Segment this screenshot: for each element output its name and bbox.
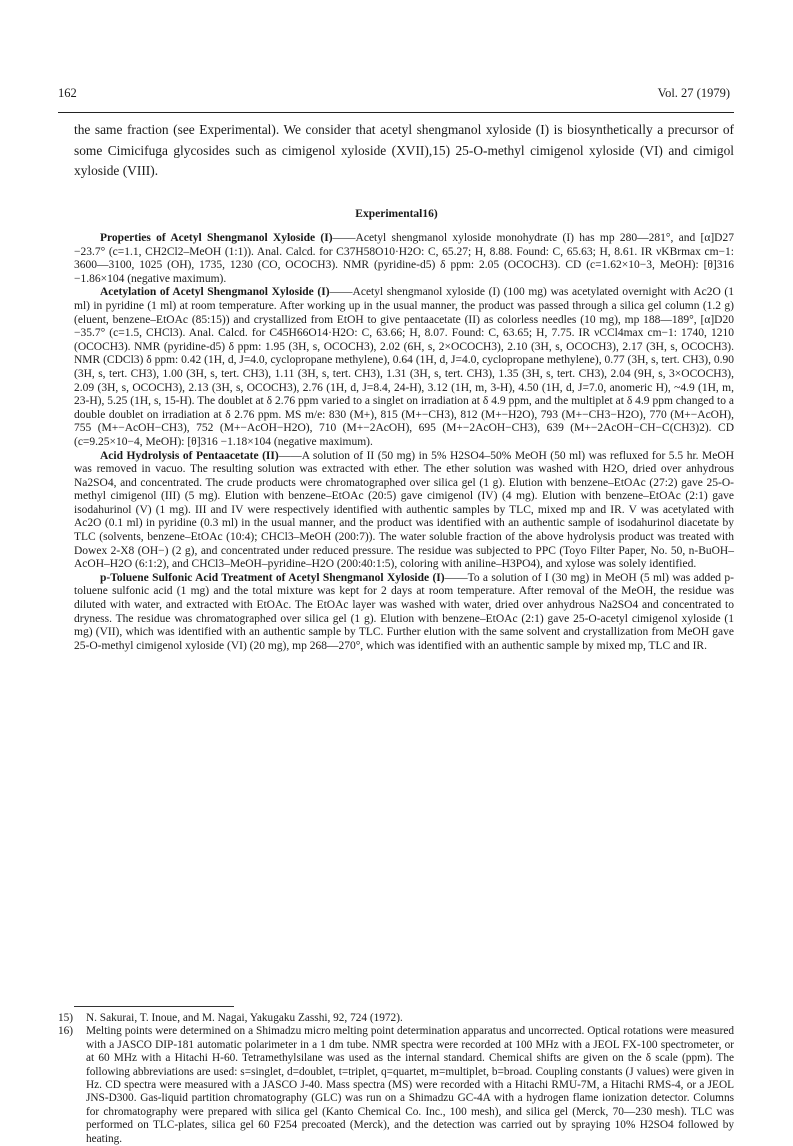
section-heading: Experimental16): [355, 208, 438, 220]
paragraph-title: Properties of Acetyl Shengmanol Xyloside (I): [100, 232, 333, 244]
paragraph-title: p-Toluene Sulfonic Acid Treatment of Acetyl Shengmanol Xyloside (I): [100, 571, 445, 584]
paragraph-hydrolysis: [74, 450, 734, 572]
paragraph-title: Acetylation of Acetyl Shengmanol Xyloside (I): [100, 286, 330, 299]
paragraph-properties: [74, 232, 734, 286]
paragraph-tosic-treatment: [74, 572, 734, 654]
page-header: [58, 86, 730, 102]
footnotes: [58, 1012, 734, 1146]
page-number: 162: [58, 86, 77, 100]
footnote-item: [58, 1012, 734, 1025]
paragraph-acetylation: [74, 286, 734, 449]
footnote-number: 16): [58, 1025, 74, 1038]
footnote-number: 15): [58, 1012, 74, 1024]
paragraph-text: ——Acetyl shengmanol xyloside monohydrate (I) has mp 280—281°, and [α]D27 −23.7° (c=1.1, CH2Cl2–MeOH (1:1)). Anal. Calcd. for C37H58O10·H2O: C, 65.27; H, 8.88. Found: C, 65.63; H, 8.61. IR νKBrmax cm−1: 3600—3100, 1025 (OH), 1735, 1230 (CO, OCOCH3). NMR (pyridine-d5) δ ppm: 2.05 (OCOCH3). CD (c=1.62×10−3, MeOH): [θ]316 −1.86×104 (negative maximum).: [74, 232, 734, 285]
paragraph-text: ——A solution of II (50 mg) in 5% H2SO4–50% MeOH (50 ml) was refluxed for 5.5 hr. MeOH was removed in vacuo. The resulting solution was extracted with ether. The ether solution was washed with H2O, dried over anhydrous Na2SO4, and concentrated. The crude products were chromatographed over silica gel (1 g). Elution with benzene–EtOAc (27:2) gave 25-O-methyl cimigenol (III) (5 mg). Elution with benzene–EtOAc (20:5) gave cimigenol (IV) (4 mg). Elution with benzene–EtOAc (2:1) gave isodahurinol (V) (1 mg). III and IV were respectively identified with authentic samples by TLC, mixed mp and IR. V was acetylated with Ac2O (0.1 ml) in pyridine (0.3 ml) in the usual manner, and the product was identified with an authentic sample of isodahurinol diacetate by TLC (solvents, benzene–EtOAc (10:4); CHCl3–MeOH (200:7)). The water soluble fraction of the above hydrolysis product was treated with Dowex 2-X8 (OH−) (2 g), and concentrated under reduced pressure. The residue was subjected to PPC (Toyo Filter Paper, No. 50, n-BuOH–AcOH–H2O (6:1:2), and CHCl3–MeOH–pyridine–H2O (200:40:1:5), coloring with aniline–H3PO4), and xylose was solely identified.: [74, 449, 734, 571]
intro-paragraph: [74, 120, 734, 182]
volume-label: Vol. 27 (1979): [657, 86, 730, 100]
footnote-text: Melting points were determined on a Shimadzu micro melting point determination apparatus and uncorrected. Optical rotations were measured with a JASCO DIP-181 automatic polarimeter in a 1 dm tube. NMR spectra were recorded at 100 MHz with a JEOL FX-100 spectrometer, or at 60 MHz with a Hitachi H-60. Tetramethylsilane was used as the internal standard. Chemical shifts are given on the δ scale (ppm). The following abbreviations are used: s=singlet, d=doublet, t=triplet, q=quartet, m=multiplet, b=broad. Coupling constants (J values) were given in Hz. CD spectra were measured with a JASCO J-40. Mass spectra (MS) were recorded with a Hitachi RMU-7M, a Hitachi RMS-4, or a JEOL JNS-D300. Gas-liquid partition chromatography (GLC) was run on a Shimadzu GC-4A with a hydrogen flame ionization detector. Columns for chromatography were prepared with silica gel (Kanto Chemical Co. Inc., 100 mesh), and silica gel (Merck, 70—230 mesh). TLC was performed on TLC-plates, silica gel 60 F254 precoated (Merck), and the detection was carried out by spraying 10% H2SO4 followed by heating.: [86, 1025, 734, 1145]
intro-text: the same fraction (see Experimental). We consider that acetyl shengmanol xyloside (I) is biosynthetically a precursor of some Cimicifuga glycosides such as cimigenol xyloside (XVII),15) 25-O-methyl cimigenol xyloside (VI) and cimigol xyloside (VIII).: [74, 122, 734, 178]
paragraph-title: Acid Hydrolysis of Pentaacetate (II): [100, 449, 279, 462]
footnote-text: N. Sakurai, T. Inoue, and M. Nagai, Yakugaku Zasshi, 92, 724 (1972).: [86, 1012, 403, 1024]
footnote-rule: [74, 1006, 234, 1007]
experimental-body: [74, 232, 734, 653]
footnote-item: [58, 1025, 734, 1146]
header-rule: [58, 112, 734, 113]
paragraph-text: ——Acetyl shengmanol xyloside (I) (100 mg) was acetylated overnight with Ac2O (1 ml) in pyridine (1 ml) at room temperature. After working up in the usual manner, the product was passed through a silica gel column (1.2 g) (eluent, benzene–EtOAc (85:15)) and crystallized from EtOH to give pentaacetate (II) as colorless needles (10 mg), mp 188—189°, [α]D20 −35.7° (c=1.5, CHCl3). Anal. Calcd. for C45H66O14·H2O: C, 63.66; H, 8.07. Found: C, 63.65; H, 7.75. IR νCCl4max cm−1: 1740, 1210 (OCOCH3). NMR (pyridine-d5) δ ppm: 1.95 (3H, s, OCOCH3), 2.02 (6H, s, 2×OCOCH3), 2.10 (3H, s, OCOCH3), 2.17 (3H, s, OCOCH3). NMR (CDCl3) δ ppm: 0.42 (1H, d, J=4.0, cyclopropane methylene), 0.64 (1H, d, J=4.0, cyclopropane methylene), 0.77 (3H, s, tert. CH3), 0.90 (3H, s, tert. CH3), 1.00 (3H, s, tert. CH3), 1.11 (3H, s, tert. CH3), 1.31 (3H, s, tert. CH3), 1.35 (3H, s, tert. CH3), 2.04 (9H, s, 3×OCOCH3), 2.09 (3H, s, OCOCH3), 2.13 (3H, s, OCOCH3), 2.76 (1H, d, J=8.4, 24-H), 3.12 (1H, m, 3-H), 4.50 (1H, d, J=7.0, anomeric H), ~4.9 (1H, m, 23-H), 5.25 (1H, s, 15-H). The doublet at δ 2.76 ppm varied to a singlet on irradiation at δ 4.9 ppm, and the multiplet at δ 4.9 ppm changed to a double doublet on irradiation at δ 2.76 ppm. MS m/e: 830 (M+), 815 (M+−CH3), 812 (M+−H2O), 793 (M+−CH3−H2O), 770 (M+−AcOH), 755 (M+−AcOH−CH3), 752 (M+−AcOH−H2O), 710 (M+−2AcOH), 695 (M+−2AcOH−CH3), 639 (M+−2AcOH−CH−C(CH3)2). CD (c=9.25×10−4, MeOH): [θ]316 −1.18×104 (negative maximum).: [74, 286, 734, 448]
paragraph-text: ——To a solution of I (30 mg) in MeOH (5 ml) was added p-toluene sulfonic acid (1 mg) and the total mixture was kept for 2 days at room temperature. After removal of the MeOH, the residue was diluted with water, and extracted with EtOAc. The EtOAc layer was washed with water, dried over anhydrous Na2SO4 and concentrated to dryness. The residue was chromatographed over silica gel (1 g). Elution with benzene–EtOAc (2:1) gave 25-O-acetyl cimigenol xyloside (1 mg) (VII), which was identified with an authentic sample by TLC. Further elution with the same solvent and crystallization from MeOH gave 25-O-methyl cimigenol xyloside (VI) (20 mg), mp 268—270°, which was identified with an authentic sample by mixed mp, TLC and IR.: [74, 571, 734, 652]
